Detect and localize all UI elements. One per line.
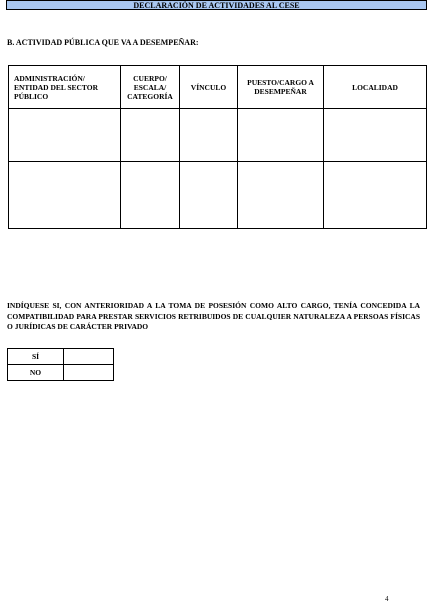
column-header-category: CUERPO/ ESCALA/ CATEGORÍA [121, 66, 180, 109]
column-header-entity: ADMINISTRACIÓN/ ENTIDAD DEL SECTOR PÚBLICO [9, 66, 121, 109]
table-row [9, 109, 427, 162]
answer-box-no[interactable] [64, 365, 114, 381]
table-header-row [9, 66, 427, 109]
compatibility-question: INDÍQUESE SI, CON ANTERIORIDAD A LA TOMA DE POSESIÓN COMO ALTO CARGO, TENÍA CONCEDIDA LA COMPATIBILIDAD PARA PRESTAR SERVICIOS RETRIBUIDOS DE CUALQUIER NATURALEZA A PERSOAS FÍSICAS O JURÍDICAS DE CARÁCTER PRIVADO [7, 301, 420, 331]
answer-row-yes [8, 349, 114, 365]
table-cell[interactable] [9, 109, 121, 162]
table-cell[interactable] [121, 109, 180, 162]
column-header-locality: LOCALIDAD [324, 66, 427, 109]
section-title: B. ACTIVIDAD PÚBLICA QUE VA A DESEMPEÑAR: [7, 38, 199, 47]
column-header-link: VÍNCULO [180, 66, 238, 109]
table-cell[interactable] [9, 162, 121, 229]
table-cell[interactable] [238, 162, 324, 229]
answer-box-yes[interactable] [64, 349, 114, 365]
answer-label-yes: SÍ [8, 349, 64, 365]
table-cell[interactable] [324, 162, 427, 229]
table-cell[interactable] [238, 109, 324, 162]
answer-row-no [8, 365, 114, 381]
page-number: 4 [385, 595, 389, 603]
header-bar: DECLARACIÓN DE ACTIVIDADES AL CESE [6, 0, 427, 10]
table-row [9, 162, 427, 229]
answer-label-no: NO [8, 365, 64, 381]
table-cell[interactable] [121, 162, 180, 229]
table-cell[interactable] [180, 162, 238, 229]
table-cell[interactable] [324, 109, 427, 162]
yes-no-table [7, 348, 114, 381]
table-cell[interactable] [180, 109, 238, 162]
public-activity-table [8, 65, 427, 229]
column-header-position: PUESTO/CARGO A DESEMPEÑAR [238, 66, 324, 109]
